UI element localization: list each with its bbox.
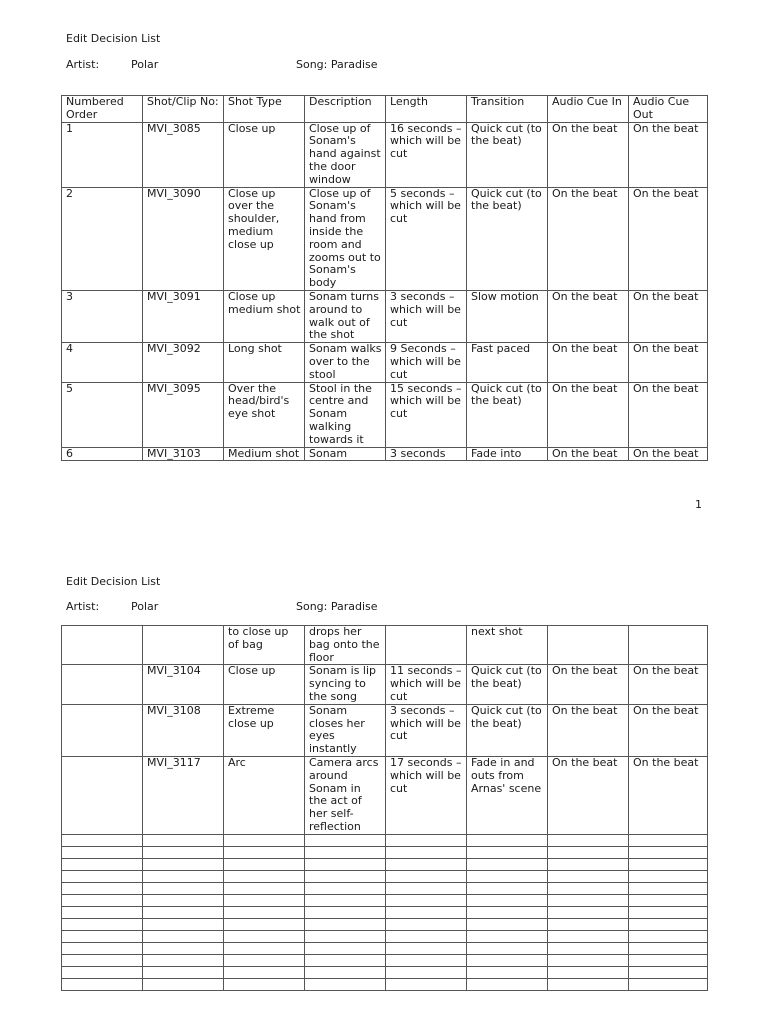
empty-cell [224,858,305,870]
empty-cell [467,918,548,930]
empty-cell [548,978,629,990]
empty-table-row [62,906,708,918]
empty-cell [62,882,143,894]
clip-cell: MVI_3095 [143,382,224,447]
audio-cue-in-cell: On the beat [548,704,629,756]
shot-type-cell: Over the head/bird's eye shot [224,382,305,447]
edit-decision-table-continued [61,625,708,991]
empty-cell [224,870,305,882]
empty-cell [386,942,467,954]
empty-cell [467,894,548,906]
empty-cell [305,978,386,990]
column-header: Description [305,96,386,123]
empty-cell [386,858,467,870]
page-2 [0,540,768,1024]
audio-cue-out-cell: On the beat [629,122,708,187]
empty-cell [386,846,467,858]
audio-cue-out-cell: On the beat [629,756,708,834]
empty-cell [548,942,629,954]
empty-cell [629,870,708,882]
empty-cell [629,846,708,858]
empty-cell [629,834,708,846]
audio-cue-out-cell: On the beat [629,187,708,290]
empty-cell [467,942,548,954]
clip-cell: MVI_3117 [143,756,224,834]
empty-cell [467,858,548,870]
column-header: Length [386,96,467,123]
empty-cell [629,942,708,954]
artist-song-line [66,58,706,72]
description-cell: Sonam turns around to walk out of the shot [305,290,386,342]
empty-cell [143,942,224,954]
empty-cell [629,882,708,894]
length-cell: 17 seconds – which will be cut [386,756,467,834]
table-row [62,382,708,447]
artist-label: Artist: [66,600,100,613]
audio-cue-in-cell: On the beat [548,447,629,461]
description-cell: Close up of Sonam's hand from inside the room and zooms out to Sonam's body [305,187,386,290]
empty-cell [386,906,467,918]
empty-cell [143,954,224,966]
empty-cell [386,882,467,894]
transition-cell: Slow motion [467,290,548,342]
column-header: Shot/Clip No: [143,96,224,123]
length-cell: 16 seconds – which will be cut [386,122,467,187]
audio-cue-out-cell [629,626,708,665]
table-row [62,290,708,342]
table-row [62,122,708,187]
edit-decision-table [61,95,708,461]
empty-cell [62,846,143,858]
length-cell: 15 seconds – which will be cut [386,382,467,447]
order-cell [62,704,143,756]
shot-type-cell: Extreme close up [224,704,305,756]
empty-cell [224,942,305,954]
column-header: Audio Cue In [548,96,629,123]
artist-label: Artist: [66,58,100,71]
shot-type-cell: Close up [224,665,305,704]
empty-cell [224,954,305,966]
empty-cell [305,966,386,978]
description-cell: Sonam closes her eyes instantly [305,704,386,756]
audio-cue-out-cell: On the beat [629,665,708,704]
artist-name: Polar [131,600,159,613]
song-title: Song: Paradise [296,600,378,613]
transition-cell: Fade in and outs from Arnas' scene [467,756,548,834]
audio-cue-out-cell: On the beat [629,704,708,756]
order-cell: 5 [62,382,143,447]
empty-cell [62,894,143,906]
empty-cell [143,906,224,918]
empty-cell [629,930,708,942]
empty-cell [305,942,386,954]
song-title: Song: Paradise [296,58,378,71]
empty-cell [143,894,224,906]
audio-cue-out-cell: On the beat [629,447,708,461]
page-number: 1 [695,498,702,511]
transition-cell: next shot [467,626,548,665]
empty-cell [62,858,143,870]
order-cell [62,665,143,704]
empty-cell [629,954,708,966]
empty-cell [224,966,305,978]
empty-cell [62,978,143,990]
column-header: Numbered Order [62,96,143,123]
empty-cell [143,978,224,990]
empty-cell [224,894,305,906]
table-row [62,704,708,756]
audio-cue-in-cell: On the beat [548,290,629,342]
empty-cell [224,918,305,930]
empty-cell [305,894,386,906]
empty-cell [629,978,708,990]
clip-cell: MVI_3085 [143,122,224,187]
audio-cue-in-cell: On the beat [548,382,629,447]
transition-cell: Fast paced [467,343,548,382]
shot-type-cell: Long shot [224,343,305,382]
order-cell [62,756,143,834]
shot-type-cell: Close up [224,122,305,187]
empty-cell [386,870,467,882]
order-cell: 3 [62,290,143,342]
description-cell: Stool in the centre and Sonam walking towards it [305,382,386,447]
shot-type-cell: Arc [224,756,305,834]
empty-cell [467,906,548,918]
description-cell: Sonam is lip syncing to the song [305,665,386,704]
empty-cell [548,894,629,906]
empty-table-row [62,966,708,978]
clip-cell: MVI_3091 [143,290,224,342]
empty-cell [629,894,708,906]
order-cell: 2 [62,187,143,290]
empty-cell [62,954,143,966]
empty-cell [224,834,305,846]
transition-cell: Quick cut (to the beat) [467,665,548,704]
transition-cell: Quick cut (to the beat) [467,122,548,187]
empty-table-row [62,882,708,894]
document-title: Edit Decision List [66,575,161,588]
audio-cue-out-cell: On the beat [629,382,708,447]
empty-cell [386,930,467,942]
transition-cell: Quick cut (to the beat) [467,382,548,447]
empty-table-row [62,894,708,906]
clip-cell: MVI_3092 [143,343,224,382]
audio-cue-in-cell: On the beat [548,187,629,290]
audio-cue-in-cell: On the beat [548,343,629,382]
empty-cell [467,870,548,882]
empty-cell [305,858,386,870]
shot-type-cell: to close up of bag [224,626,305,665]
empty-cell [629,966,708,978]
description-cell: Sonam walks over to the stool [305,343,386,382]
empty-cell [548,834,629,846]
audio-cue-in-cell: On the beat [548,122,629,187]
empty-cell [224,906,305,918]
empty-table-row [62,834,708,846]
description-cell: Camera arcs around Sonam in the act of her self-reflection [305,756,386,834]
empty-cell [62,966,143,978]
empty-cell [62,834,143,846]
empty-cell [305,870,386,882]
transition-cell: Fade into [467,447,548,461]
empty-cell [548,930,629,942]
shot-type-cell: Close up medium shot [224,290,305,342]
empty-cell [548,966,629,978]
audio-cue-out-cell: On the beat [629,290,708,342]
document-title: Edit Decision List [66,32,161,45]
empty-cell [305,906,386,918]
empty-cell [305,834,386,846]
table-row [62,187,708,290]
length-cell: 3 seconds – which will be cut [386,704,467,756]
empty-cell [629,906,708,918]
empty-table-row [62,870,708,882]
table-row [62,756,708,834]
empty-table-row [62,930,708,942]
empty-cell [143,870,224,882]
empty-cell [62,942,143,954]
description-cell: drops her bag onto the floor [305,626,386,665]
transition-cell: Quick cut (to the beat) [467,187,548,290]
empty-cell [386,966,467,978]
empty-cell [386,954,467,966]
shot-type-cell: Medium shot [224,447,305,461]
length-cell [386,626,467,665]
empty-cell [548,906,629,918]
length-cell: 3 seconds – which will be cut [386,290,467,342]
empty-cell [467,966,548,978]
empty-cell [629,918,708,930]
column-header: Audio Cue Out [629,96,708,123]
empty-cell [386,834,467,846]
artist-name: Polar [131,58,159,71]
empty-cell [548,954,629,966]
clip-cell: MVI_3090 [143,187,224,290]
empty-cell [143,846,224,858]
length-cell: 5 seconds – which will be cut [386,187,467,290]
clip-cell: MVI_3103 [143,447,224,461]
empty-cell [305,930,386,942]
clip-cell: MVI_3104 [143,665,224,704]
length-cell: 11 seconds – which will be cut [386,665,467,704]
empty-cell [548,858,629,870]
empty-cell [224,846,305,858]
empty-table-row [62,918,708,930]
empty-cell [143,882,224,894]
order-cell: 6 [62,447,143,461]
empty-table-row [62,954,708,966]
empty-cell [62,918,143,930]
artist-song-line [66,600,706,614]
empty-cell [548,918,629,930]
empty-cell [467,978,548,990]
empty-cell [386,894,467,906]
audio-cue-in-cell: On the beat [548,756,629,834]
empty-cell [305,882,386,894]
empty-table-row [62,942,708,954]
empty-cell [62,906,143,918]
empty-table-row [62,846,708,858]
empty-cell [548,882,629,894]
empty-cell [548,846,629,858]
empty-cell [305,846,386,858]
table-row [62,447,708,461]
transition-cell: Quick cut (to the beat) [467,704,548,756]
empty-cell [467,930,548,942]
description-cell: Close up of Sonam's hand against the door window [305,122,386,187]
empty-cell [143,918,224,930]
column-header: Transition [467,96,548,123]
empty-cell [143,858,224,870]
empty-cell [62,870,143,882]
empty-cell [62,930,143,942]
order-cell [62,626,143,665]
empty-cell [467,882,548,894]
empty-cell [629,858,708,870]
empty-cell [143,966,224,978]
audio-cue-in-cell: On the beat [548,665,629,704]
empty-cell [386,978,467,990]
empty-cell [305,954,386,966]
description-cell: Sonam [305,447,386,461]
empty-cell [467,846,548,858]
table-row [62,343,708,382]
table-header-row [62,96,708,123]
order-cell: 4 [62,343,143,382]
table-row [62,626,708,665]
empty-cell [224,930,305,942]
clip-cell: MVI_3108 [143,704,224,756]
order-cell: 1 [62,122,143,187]
empty-cell [143,834,224,846]
shot-type-cell: Close up over the shoulder, medium close up [224,187,305,290]
clip-cell [143,626,224,665]
empty-table-row [62,858,708,870]
empty-cell [386,918,467,930]
empty-cell [467,954,548,966]
audio-cue-out-cell: On the beat [629,343,708,382]
length-cell: 3 seconds [386,447,467,461]
empty-cell [467,834,548,846]
empty-cell [548,870,629,882]
table-row [62,665,708,704]
audio-cue-in-cell [548,626,629,665]
empty-table-row [62,978,708,990]
empty-cell [224,882,305,894]
empty-cell [143,930,224,942]
column-header: Shot Type [224,96,305,123]
empty-cell [305,918,386,930]
length-cell: 9 Seconds – which will be cut [386,343,467,382]
empty-cell [224,978,305,990]
